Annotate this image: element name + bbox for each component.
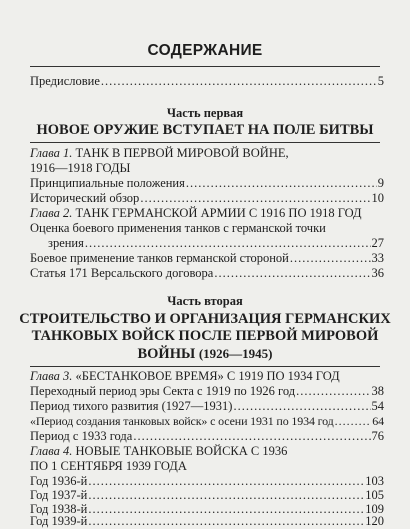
entry-title: Год 1937-й: [30, 488, 88, 502]
dot-leader: [88, 488, 364, 503]
entry-page: 76: [371, 429, 384, 443]
entry-page: 9: [377, 176, 384, 190]
dot-leader: [88, 474, 364, 489]
entry-page: 5: [377, 74, 384, 88]
chapter-4-heading[interactable]: [30, 444, 390, 459]
entry-title: зрения: [48, 236, 84, 250]
part2-title-main: ВОЙНЫ: [137, 346, 196, 362]
chapter-title: НОВЫЕ ТАНКОВЫЕ ВОЙСКА С 1936: [75, 444, 288, 458]
toc-entry[interactable]: [30, 514, 384, 529]
dot-leader: [233, 399, 370, 414]
entry-page: 105: [365, 488, 384, 502]
part2-label: Часть вторая: [167, 294, 243, 308]
entry-page: 36: [371, 266, 384, 280]
dot-leader: [214, 266, 370, 281]
entry-title: Переходный период эры Секта с 1919 по 1926 год: [30, 384, 296, 398]
toc-entry[interactable]: [30, 488, 384, 503]
toc-entry[interactable]: [30, 176, 384, 191]
entry-page: 54: [371, 399, 384, 413]
toc-entry[interactable]: [30, 399, 384, 414]
dot-leader: [88, 514, 364, 529]
dot-leader: [101, 74, 377, 89]
dot-leader: [133, 429, 370, 444]
entry-title: Исторический обзор: [30, 191, 140, 205]
toc-entry[interactable]: [30, 251, 384, 266]
toc-heading: СОДЕРЖАНИЕ: [147, 42, 263, 59]
entry-title: Боевое применение танков германской стороной: [30, 251, 289, 265]
chapter-number: Глава 1.: [30, 146, 73, 160]
dot-leader: [335, 414, 372, 429]
heading-rule: [30, 66, 380, 67]
chapter-4-heading-cont: ПО 1 СЕНТЯБРЯ 1939 ГОДА: [30, 459, 187, 473]
entry-title: Период с 1933 года: [30, 429, 133, 443]
entry-page: 10: [371, 191, 384, 205]
toc-entry[interactable]: [30, 384, 384, 399]
toc-entry[interactable]: [30, 266, 384, 281]
part2-title-years: (1926—1945): [198, 346, 273, 361]
toc-entry-preface[interactable]: [30, 74, 384, 89]
dot-leader: [186, 176, 377, 191]
dot-leader: [296, 384, 370, 399]
toc-entry[interactable]: [30, 191, 384, 206]
chapter-1-heading[interactable]: [30, 146, 390, 161]
entry-page: 64: [372, 414, 384, 428]
toc-entry-line1[interactable]: Оценка боевого применения танков с германской точки: [30, 221, 326, 235]
chapter-title: ТАНК В ПЕРВОЙ МИРОВОЙ ВОЙНЕ,: [75, 146, 289, 160]
dot-leader: [85, 236, 371, 251]
entry-page: 109: [365, 502, 384, 516]
entry-title: Принципиальные положения: [30, 176, 185, 190]
chapter-number: Глава 4.: [30, 444, 73, 458]
toc-entry[interactable]: [30, 429, 384, 444]
entry-title: «Период создания танковых войск» с осени 1931 по 1934 год: [30, 414, 334, 428]
chapter-number: Глава 3.: [30, 369, 73, 383]
chapter-2-heading[interactable]: [30, 206, 390, 221]
entry-title: Год 1938-й: [30, 502, 88, 516]
chapter-number: Глава 2.: [30, 206, 73, 220]
entry-page: 103: [365, 474, 384, 488]
part2-title-line1: СТРОИТЕЛЬСТВО И ОРГАНИЗАЦИЯ ГЕРМАНСКИХ: [19, 311, 391, 327]
part2-title-line3: [0, 345, 410, 363]
part2-rule: [30, 366, 380, 367]
part2-title-line2: ТАНКОВЫХ ВОЙСК ПОСЛЕ ПЕРВОЙ МИРОВОЙ: [31, 328, 379, 344]
entry-title: Год 1936-й: [30, 474, 88, 488]
entry-title: Год 1939-й: [30, 514, 88, 528]
part1-rule: [30, 142, 380, 143]
entry-page: 38: [371, 384, 384, 398]
dot-leader: [140, 191, 370, 206]
chapter-title: ТАНК ГЕРМАНСКОЙ АРМИИ С 1916 ПО 1918 ГОД: [75, 206, 362, 220]
entry-page: 120: [365, 514, 384, 528]
entry-title: Предисловие: [30, 74, 100, 88]
dot-leader: [290, 251, 371, 266]
chapter-1-heading-cont: 1916—1918 ГОДЫ: [30, 161, 131, 175]
toc-entry[interactable]: [48, 236, 384, 251]
toc-entry[interactable]: [30, 474, 384, 489]
part1-title: НОВОЕ ОРУЖИЕ ВСТУПАЕТ НА ПОЛЕ БИТВЫ: [36, 122, 374, 138]
entry-page: 27: [371, 236, 384, 250]
entry-page: 33: [371, 251, 384, 265]
entry-title: Период тихого развития (1927—1931): [30, 399, 233, 413]
chapter-3-heading[interactable]: [30, 369, 390, 384]
toc-entry[interactable]: [30, 414, 384, 429]
chapter-title: «БЕСТАНКОВОЕ ВРЕМЯ» С 1919 ПО 1934 ГОД: [75, 369, 340, 383]
entry-title: Статья 171 Версальского договора: [30, 266, 214, 280]
part1-label: Часть первая: [166, 106, 244, 120]
